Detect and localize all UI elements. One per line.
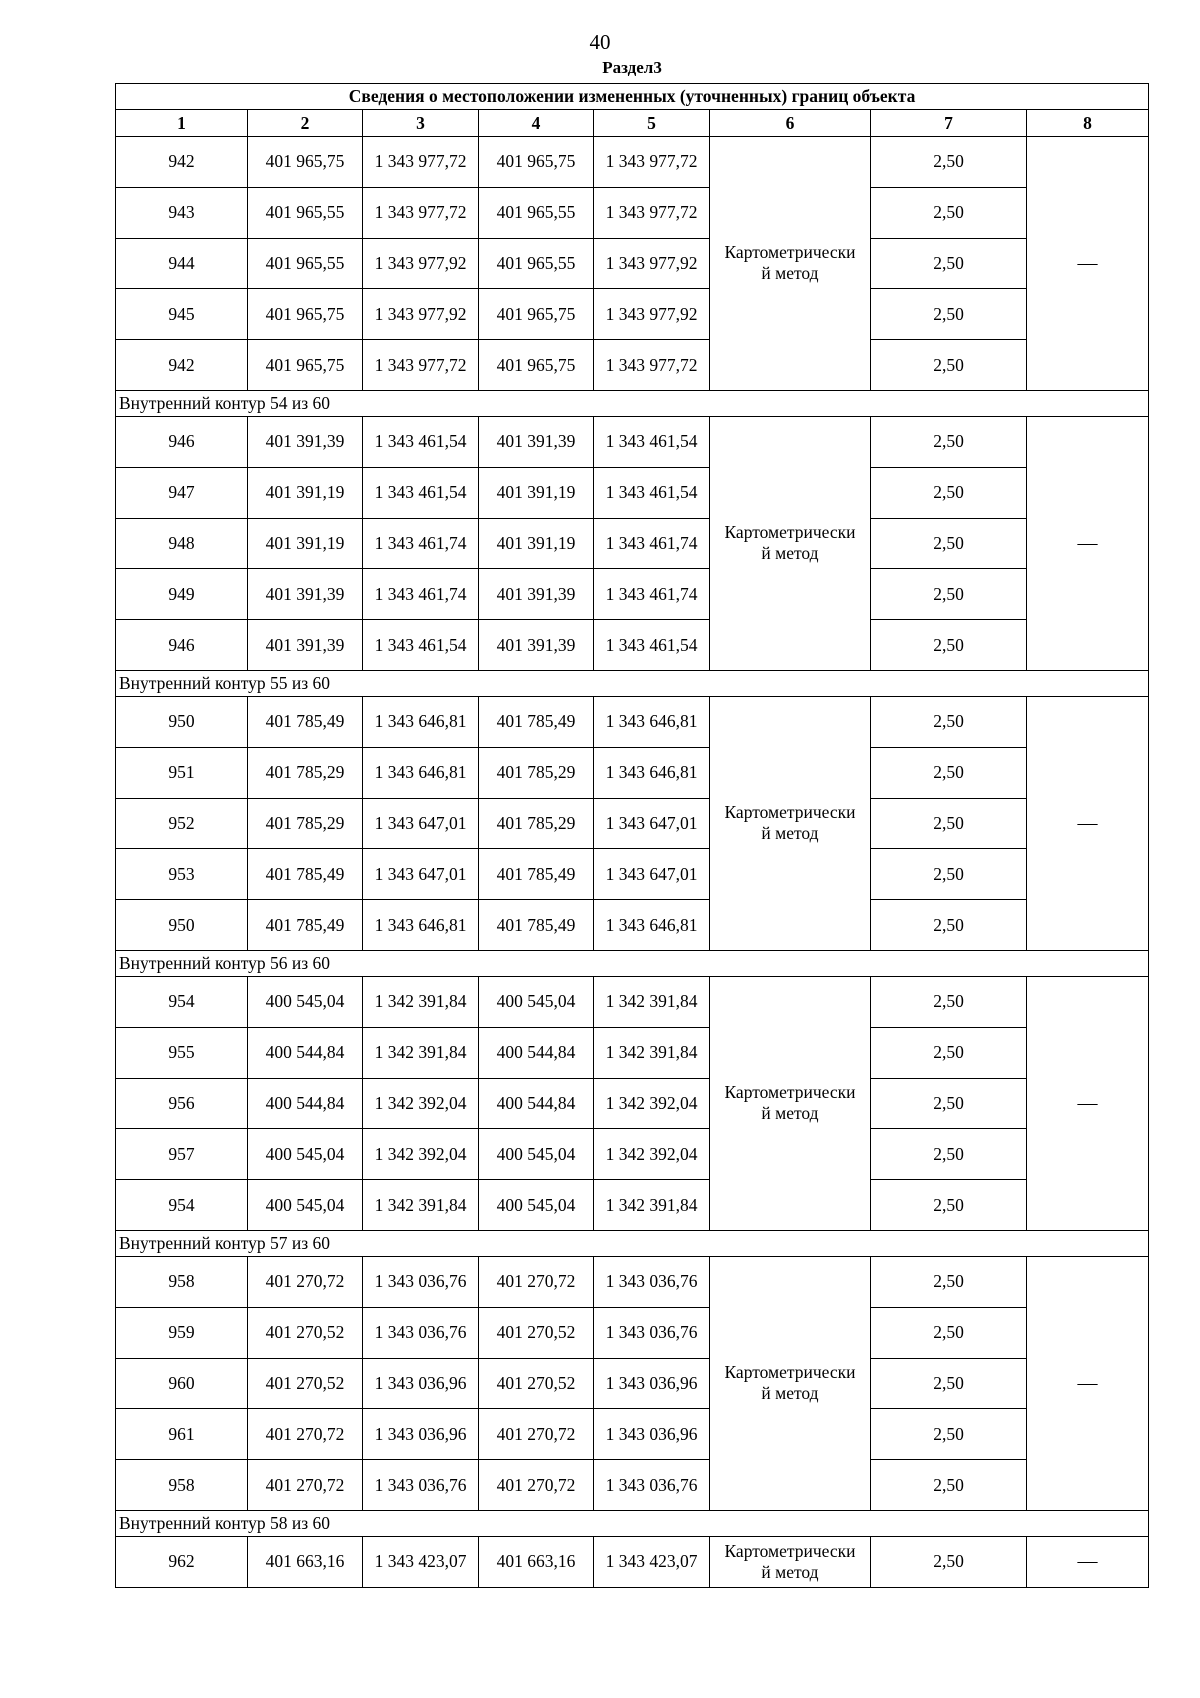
new-y-cell: 1 342 391,84 [594, 1180, 710, 1231]
accuracy-cell: 2,50 [871, 416, 1027, 467]
point-number-cell: 942 [116, 137, 248, 188]
existing-y-cell: 1 343 646,81 [363, 696, 479, 747]
new-x-cell: 400 545,04 [479, 976, 594, 1027]
table-row [116, 340, 1149, 391]
new-y-cell: 1 343 646,81 [594, 900, 710, 951]
new-x-cell: 401 270,72 [479, 1409, 594, 1460]
new-y-cell: 1 343 036,76 [594, 1460, 710, 1511]
table-row [116, 747, 1149, 798]
table-row [116, 1129, 1149, 1180]
point-number-cell: 945 [116, 289, 248, 340]
new-y-cell: 1 342 391,84 [594, 976, 710, 1027]
new-y-cell: 1 343 977,72 [594, 340, 710, 391]
method-text-line: й метод [761, 263, 819, 284]
new-y-cell: 1 343 423,07 [594, 1536, 710, 1587]
accuracy-cell: 2,50 [871, 238, 1027, 289]
contour-row [116, 950, 1149, 976]
table-row [116, 1027, 1149, 1078]
point-number-cell: 960 [116, 1358, 248, 1409]
table-row [116, 1460, 1149, 1511]
existing-x-cell: 401 785,49 [248, 900, 363, 951]
point-number-cell: 958 [116, 1256, 248, 1307]
table-row [116, 569, 1149, 620]
point-number-cell: 962 [116, 1536, 248, 1587]
new-y-cell: 1 343 977,92 [594, 289, 710, 340]
existing-y-cell: 1 343 646,81 [363, 747, 479, 798]
existing-y-cell: 1 343 461,74 [363, 518, 479, 569]
accuracy-cell: 2,50 [871, 696, 1027, 747]
point-number-cell: 951 [116, 747, 248, 798]
table-row [116, 849, 1149, 900]
new-y-cell: 1 343 036,96 [594, 1409, 710, 1460]
column-number-row [116, 110, 1149, 137]
existing-y-cell: 1 343 036,76 [363, 1460, 479, 1511]
contour-label: Внутренний контур 54 из 60 [116, 390, 1149, 416]
table-row [116, 137, 1149, 188]
existing-x-cell: 401 270,52 [248, 1358, 363, 1409]
method-text-line: Картометрически [724, 802, 856, 823]
method-text-line: Картометрически [724, 1540, 856, 1561]
new-y-cell: 1 343 647,01 [594, 798, 710, 849]
point-number-cell: 954 [116, 976, 248, 1027]
new-x-cell: 401 391,19 [479, 518, 594, 569]
table-row [116, 798, 1149, 849]
new-x-cell: 401 270,52 [479, 1307, 594, 1358]
existing-x-cell: 401 663,16 [248, 1536, 363, 1587]
new-x-cell: 400 544,84 [479, 1027, 594, 1078]
column-number: 7 [871, 110, 1027, 137]
contour-row [116, 670, 1149, 696]
column-number: 6 [710, 110, 871, 137]
new-y-cell: 1 343 461,74 [594, 518, 710, 569]
new-y-cell: 1 343 977,72 [594, 187, 710, 238]
new-x-cell: 401 965,55 [479, 187, 594, 238]
existing-x-cell: 400 545,04 [248, 1129, 363, 1180]
existing-y-cell: 1 343 423,07 [363, 1536, 479, 1587]
existing-x-cell: 401 391,39 [248, 620, 363, 671]
method-text-line: й метод [761, 1103, 819, 1124]
existing-y-cell: 1 342 391,84 [363, 976, 479, 1027]
method-text-line: й метод [761, 543, 819, 564]
new-y-cell: 1 342 392,04 [594, 1078, 710, 1129]
new-x-cell: 401 965,75 [479, 289, 594, 340]
point-number-cell: 950 [116, 696, 248, 747]
existing-y-cell: 1 343 647,01 [363, 849, 479, 900]
accuracy-cell: 2,50 [871, 1027, 1027, 1078]
existing-y-cell: 1 342 392,04 [363, 1078, 479, 1129]
point-number-cell: 943 [116, 187, 248, 238]
point-number-cell: 953 [116, 849, 248, 900]
new-x-cell: 401 663,16 [479, 1536, 594, 1587]
new-x-cell: 401 965,55 [479, 238, 594, 289]
existing-y-cell: 1 343 036,76 [363, 1256, 479, 1307]
new-x-cell: 400 544,84 [479, 1078, 594, 1129]
table-row [116, 238, 1149, 289]
accuracy-cell: 2,50 [871, 137, 1027, 188]
method-cell [710, 976, 871, 1230]
existing-y-cell: 1 342 391,84 [363, 1027, 479, 1078]
accuracy-cell: 2,50 [871, 849, 1027, 900]
new-x-cell: 401 391,19 [479, 467, 594, 518]
existing-x-cell: 401 965,75 [248, 137, 363, 188]
point-number-cell: 946 [116, 416, 248, 467]
method-cell [710, 137, 871, 391]
contour-label: Внутренний контур 56 из 60 [116, 950, 1149, 976]
existing-x-cell: 401 965,75 [248, 340, 363, 391]
accuracy-cell: 2,50 [871, 340, 1027, 391]
accuracy-cell: 2,50 [871, 467, 1027, 518]
point-number-cell: 958 [116, 1460, 248, 1511]
point-number-cell: 947 [116, 467, 248, 518]
table-row [116, 696, 1149, 747]
column-number: 1 [116, 110, 248, 137]
existing-x-cell: 401 391,19 [248, 518, 363, 569]
new-y-cell: 1 343 036,96 [594, 1358, 710, 1409]
point-number-cell: 954 [116, 1180, 248, 1231]
accuracy-cell: 2,50 [871, 1180, 1027, 1231]
existing-y-cell: 1 343 461,54 [363, 467, 479, 518]
note-cell: — [1027, 1256, 1149, 1510]
column-number: 2 [248, 110, 363, 137]
new-y-cell: 1 343 461,54 [594, 620, 710, 671]
accuracy-cell: 2,50 [871, 976, 1027, 1027]
table-row [116, 1256, 1149, 1307]
accuracy-cell: 2,50 [871, 620, 1027, 671]
method-text-line: Картометрически [724, 1362, 856, 1383]
existing-y-cell: 1 342 392,04 [363, 1129, 479, 1180]
note-cell: — [1027, 696, 1149, 950]
note-cell: — [1027, 416, 1149, 670]
method-cell [710, 1256, 871, 1510]
new-x-cell: 401 965,75 [479, 340, 594, 391]
table-row [116, 976, 1149, 1027]
new-x-cell: 400 545,04 [479, 1180, 594, 1231]
accuracy-cell: 2,50 [871, 569, 1027, 620]
contour-label: Внутренний контур 55 из 60 [116, 670, 1149, 696]
accuracy-cell: 2,50 [871, 1536, 1027, 1587]
table-row [116, 1180, 1149, 1231]
table-row [116, 518, 1149, 569]
accuracy-cell: 2,50 [871, 747, 1027, 798]
existing-x-cell: 400 544,84 [248, 1078, 363, 1129]
method-cell [710, 696, 871, 950]
new-y-cell: 1 343 646,81 [594, 747, 710, 798]
contour-label: Внутренний контур 57 из 60 [116, 1230, 1149, 1256]
new-x-cell: 401 785,49 [479, 849, 594, 900]
existing-x-cell: 401 270,72 [248, 1256, 363, 1307]
new-y-cell: 1 343 977,92 [594, 238, 710, 289]
new-x-cell: 401 391,39 [479, 416, 594, 467]
point-number-cell: 957 [116, 1129, 248, 1180]
note-cell: — [1027, 137, 1149, 391]
existing-x-cell: 401 785,49 [248, 849, 363, 900]
new-x-cell: 401 965,75 [479, 137, 594, 188]
existing-x-cell: 400 545,04 [248, 976, 363, 1027]
table-body [116, 137, 1149, 1588]
accuracy-cell: 2,50 [871, 900, 1027, 951]
existing-x-cell: 400 544,84 [248, 1027, 363, 1078]
table-row [116, 900, 1149, 951]
point-number-cell: 949 [116, 569, 248, 620]
method-cell [710, 1536, 871, 1587]
accuracy-cell: 2,50 [871, 518, 1027, 569]
existing-y-cell: 1 343 977,92 [363, 238, 479, 289]
note-cell: — [1027, 1536, 1149, 1587]
existing-x-cell: 401 270,52 [248, 1307, 363, 1358]
existing-x-cell: 401 785,29 [248, 798, 363, 849]
table-row [116, 1358, 1149, 1409]
existing-x-cell: 401 270,72 [248, 1460, 363, 1511]
column-number: 5 [594, 110, 710, 137]
existing-x-cell: 401 965,55 [248, 238, 363, 289]
new-y-cell: 1 342 391,84 [594, 1027, 710, 1078]
new-x-cell: 401 785,29 [479, 747, 594, 798]
method-text-line: й метод [761, 1383, 819, 1404]
accuracy-cell: 2,50 [871, 1256, 1027, 1307]
new-y-cell: 1 343 461,54 [594, 467, 710, 518]
existing-y-cell: 1 343 036,96 [363, 1358, 479, 1409]
existing-y-cell: 1 343 647,01 [363, 798, 479, 849]
column-number: 8 [1027, 110, 1149, 137]
new-y-cell: 1 343 461,74 [594, 569, 710, 620]
point-number-cell: 948 [116, 518, 248, 569]
existing-y-cell: 1 343 461,54 [363, 620, 479, 671]
existing-x-cell: 401 391,39 [248, 569, 363, 620]
method-text-line: Картометрически [724, 1082, 856, 1103]
new-x-cell: 401 391,39 [479, 569, 594, 620]
method-text-line: Картометрически [724, 522, 856, 543]
new-y-cell: 1 343 647,01 [594, 849, 710, 900]
accuracy-cell: 2,50 [871, 1358, 1027, 1409]
contour-row [116, 1510, 1149, 1536]
point-number-cell: 950 [116, 900, 248, 951]
method-text-line: й метод [761, 1561, 819, 1582]
new-x-cell: 400 545,04 [479, 1129, 594, 1180]
existing-x-cell: 401 391,19 [248, 467, 363, 518]
accuracy-cell: 2,50 [871, 1409, 1027, 1460]
point-number-cell: 956 [116, 1078, 248, 1129]
new-x-cell: 401 270,52 [479, 1358, 594, 1409]
column-number: 3 [363, 110, 479, 137]
existing-y-cell: 1 343 036,96 [363, 1409, 479, 1460]
new-y-cell: 1 343 646,81 [594, 696, 710, 747]
table-row [116, 1536, 1149, 1587]
point-number-cell: 942 [116, 340, 248, 391]
table-row [116, 620, 1149, 671]
existing-y-cell: 1 343 977,72 [363, 137, 479, 188]
existing-x-cell: 401 965,55 [248, 187, 363, 238]
table-row [116, 289, 1149, 340]
new-x-cell: 401 270,72 [479, 1460, 594, 1511]
point-number-cell: 959 [116, 1307, 248, 1358]
new-x-cell: 401 785,49 [479, 900, 594, 951]
new-y-cell: 1 343 036,76 [594, 1256, 710, 1307]
accuracy-cell: 2,50 [871, 1307, 1027, 1358]
accuracy-cell: 2,50 [871, 1078, 1027, 1129]
existing-y-cell: 1 342 391,84 [363, 1180, 479, 1231]
existing-y-cell: 1 343 461,74 [363, 569, 479, 620]
existing-y-cell: 1 343 461,54 [363, 416, 479, 467]
accuracy-cell: 2,50 [871, 798, 1027, 849]
method-cell [710, 416, 871, 670]
table-row [116, 467, 1149, 518]
contour-label: Внутренний контур 58 из 60 [116, 1510, 1149, 1536]
point-number-cell: 961 [116, 1409, 248, 1460]
column-number: 4 [479, 110, 594, 137]
method-text-line: Картометрически [724, 242, 856, 263]
boundary-coordinates-table [115, 58, 1149, 1588]
accuracy-cell: 2,50 [871, 1460, 1027, 1511]
existing-x-cell: 401 965,75 [248, 289, 363, 340]
new-y-cell: 1 343 036,76 [594, 1307, 710, 1358]
accuracy-cell: 2,50 [871, 1129, 1027, 1180]
table-row [116, 416, 1149, 467]
contour-row [116, 390, 1149, 416]
table-row [116, 1078, 1149, 1129]
new-y-cell: 1 343 461,54 [594, 416, 710, 467]
new-x-cell: 401 270,72 [479, 1256, 594, 1307]
existing-x-cell: 401 785,49 [248, 696, 363, 747]
existing-x-cell: 401 391,39 [248, 416, 363, 467]
existing-y-cell: 1 343 977,92 [363, 289, 479, 340]
contour-row [116, 1230, 1149, 1256]
accuracy-cell: 2,50 [871, 289, 1027, 340]
point-number-cell: 952 [116, 798, 248, 849]
existing-x-cell: 400 545,04 [248, 1180, 363, 1231]
accuracy-cell: 2,50 [871, 187, 1027, 238]
new-x-cell: 401 785,29 [479, 798, 594, 849]
table-row [116, 1307, 1149, 1358]
existing-y-cell: 1 343 977,72 [363, 187, 479, 238]
point-number-cell: 946 [116, 620, 248, 671]
note-cell: — [1027, 976, 1149, 1230]
existing-y-cell: 1 343 036,76 [363, 1307, 479, 1358]
section-heading: Раздел3 [602, 58, 662, 77]
existing-x-cell: 401 785,29 [248, 747, 363, 798]
new-x-cell: 401 785,49 [479, 696, 594, 747]
point-number-cell: 944 [116, 238, 248, 289]
new-x-cell: 401 391,39 [479, 620, 594, 671]
new-y-cell: 1 342 392,04 [594, 1129, 710, 1180]
table-title: Сведения о местоположении измененных (уточненных) границ объекта [116, 84, 1149, 110]
method-text-line: й метод [761, 823, 819, 844]
table-row [116, 1409, 1149, 1460]
existing-y-cell: 1 343 977,72 [363, 340, 479, 391]
table-row [116, 187, 1149, 238]
existing-x-cell: 401 270,72 [248, 1409, 363, 1460]
new-y-cell: 1 343 977,72 [594, 137, 710, 188]
page-number: 40 [589, 30, 611, 54]
point-number-cell: 955 [116, 1027, 248, 1078]
existing-y-cell: 1 343 646,81 [363, 900, 479, 951]
